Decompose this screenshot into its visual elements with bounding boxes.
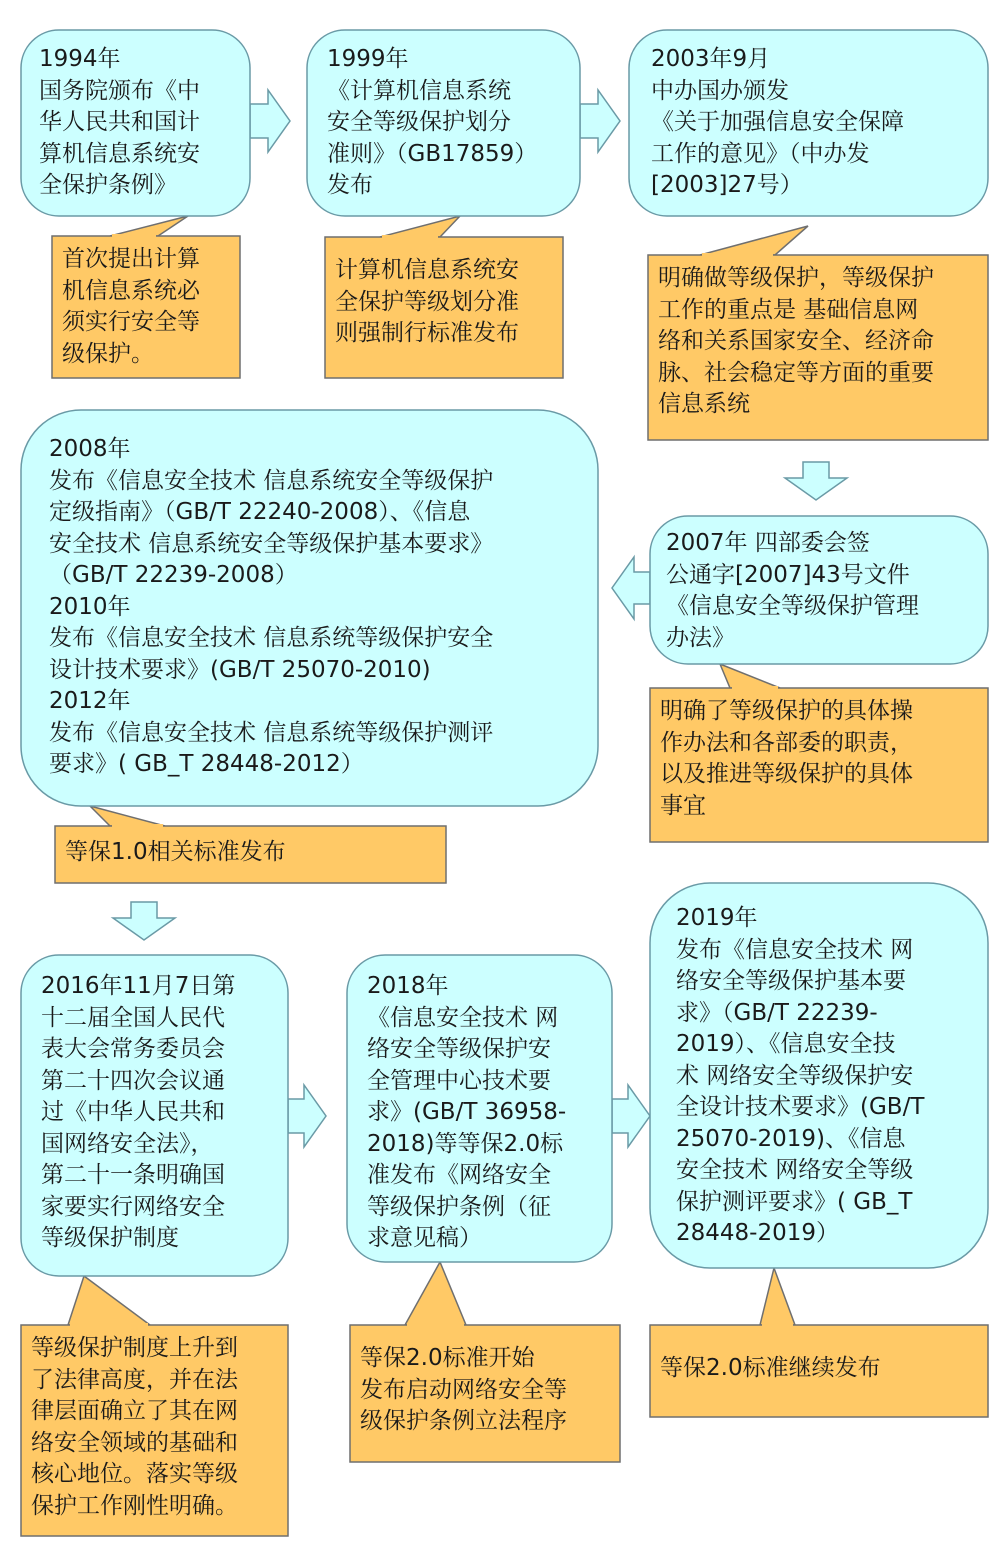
note-pointer-2016	[68, 1276, 150, 1325]
event-2018: 2018年 《信息安全技术 网 络安全等级保护安 全管理中心技术要 求》(GB/T 36958- 2018)等等保2.0标 准发布《网络安全 等级保护条例（征 求意见稿）	[367, 973, 567, 1251]
event-1999: 1999年 《计算机信息系统 安全等级保护划分 准则》（GB17859） 发布	[327, 46, 538, 198]
event-1994: 1994年 国务院颁布《中 华人民共和国计 算机信息系统安 全保护条例》	[39, 46, 200, 198]
event-2016: 2016年11月7日第 十二届全国人民代 表大会常务委员会 第二十四次会议通 过《中华人民共和 国网络安全法》， 第二十一条明确国 家要实行网络安全 等级保护制度	[41, 973, 236, 1251]
event-2007: 2007年 四部委会签 公通字[2007]43号文件 《信息安全等级保护管理 办法》	[666, 530, 919, 651]
note-pointer-2019	[760, 1268, 795, 1325]
note-2008: 等保1.0相关标准发布	[65, 839, 286, 865]
note-2019: 等保2.0标准继续发布	[660, 1355, 881, 1381]
note-pointer-2008	[90, 806, 165, 826]
event-2019: 2019年 发布《信息安全技术 网 络安全等级保护基本要 求》（GB/T 22239- 2019）、《信息安全技 术 网络安全等级保护安 全设计技术要求》(GB/T 25070-2019)、《信息 安全技术 网络安全等级 保护测评要求》( GB_T 28448-2019）	[676, 905, 925, 1246]
arrow-right-1994-1999	[250, 90, 290, 152]
note-1994: 首次提出计算 机信息系统必 须实行安全等 级保护。	[62, 246, 200, 367]
note-pointer-2018	[405, 1262, 466, 1325]
note-1999: 计算机信息系统安 全保护等级划分准 则强制行标准发布	[335, 257, 519, 346]
arrow-down-2008-2016	[113, 902, 175, 940]
note-pointer-2007	[720, 664, 780, 688]
arrow-down-2003-2007	[785, 462, 847, 500]
note-pointer-2003	[700, 226, 808, 255]
note-2018: 等保2.0标准开始 发布启动网络安全等 级保护条例立法程序	[360, 1345, 567, 1434]
event-2003: 2003年9月 中办国办颁发 《关于加强信息安全保障 工作的意见》（中办发 [2003]27号）	[651, 46, 904, 198]
note-2007: 明确了等级保护的具体操 作办法和各部委的职责， 以及推进等级保护的具体 事宜	[660, 698, 913, 819]
note-pointer-1994	[110, 216, 188, 236]
arrow-left-2007-2008	[612, 557, 650, 619]
arrow-right-2016-2018	[288, 1085, 326, 1147]
event-2008-2012: 2008年 发布《信息安全技术 信息系统安全等级保护 定级指南》（GB/T 22240-2008）、《信息 安全技术 信息系统安全等级保护基本要求》 （GB/T 22239-2008） 2010年 发布《信息安全技术 信息系统等级保护安全 设计技术要求》(GB/T 25070-2010) 2012年 发布《信息安全技术 信息系统等级保护测评 要求》( GB_T 28448-2012）	[49, 436, 494, 777]
note-2003: 明确做等级保护，等级保护 工作的重点是 基础信息网 络和关系国家安全、经济命 脉、社会稳定等方面的重要 信息系统	[658, 265, 934, 417]
note-2016: 等级保护制度上升到 了法律高度，并在法 律层面确立了其在网 络安全领域的基础和 核心地位。落实等级 保护工作刚性明确。	[31, 1335, 238, 1519]
note-pointer-1999	[380, 216, 460, 237]
arrow-right-2018-2019	[612, 1085, 650, 1147]
arrow-right-1999-2003	[580, 90, 620, 152]
